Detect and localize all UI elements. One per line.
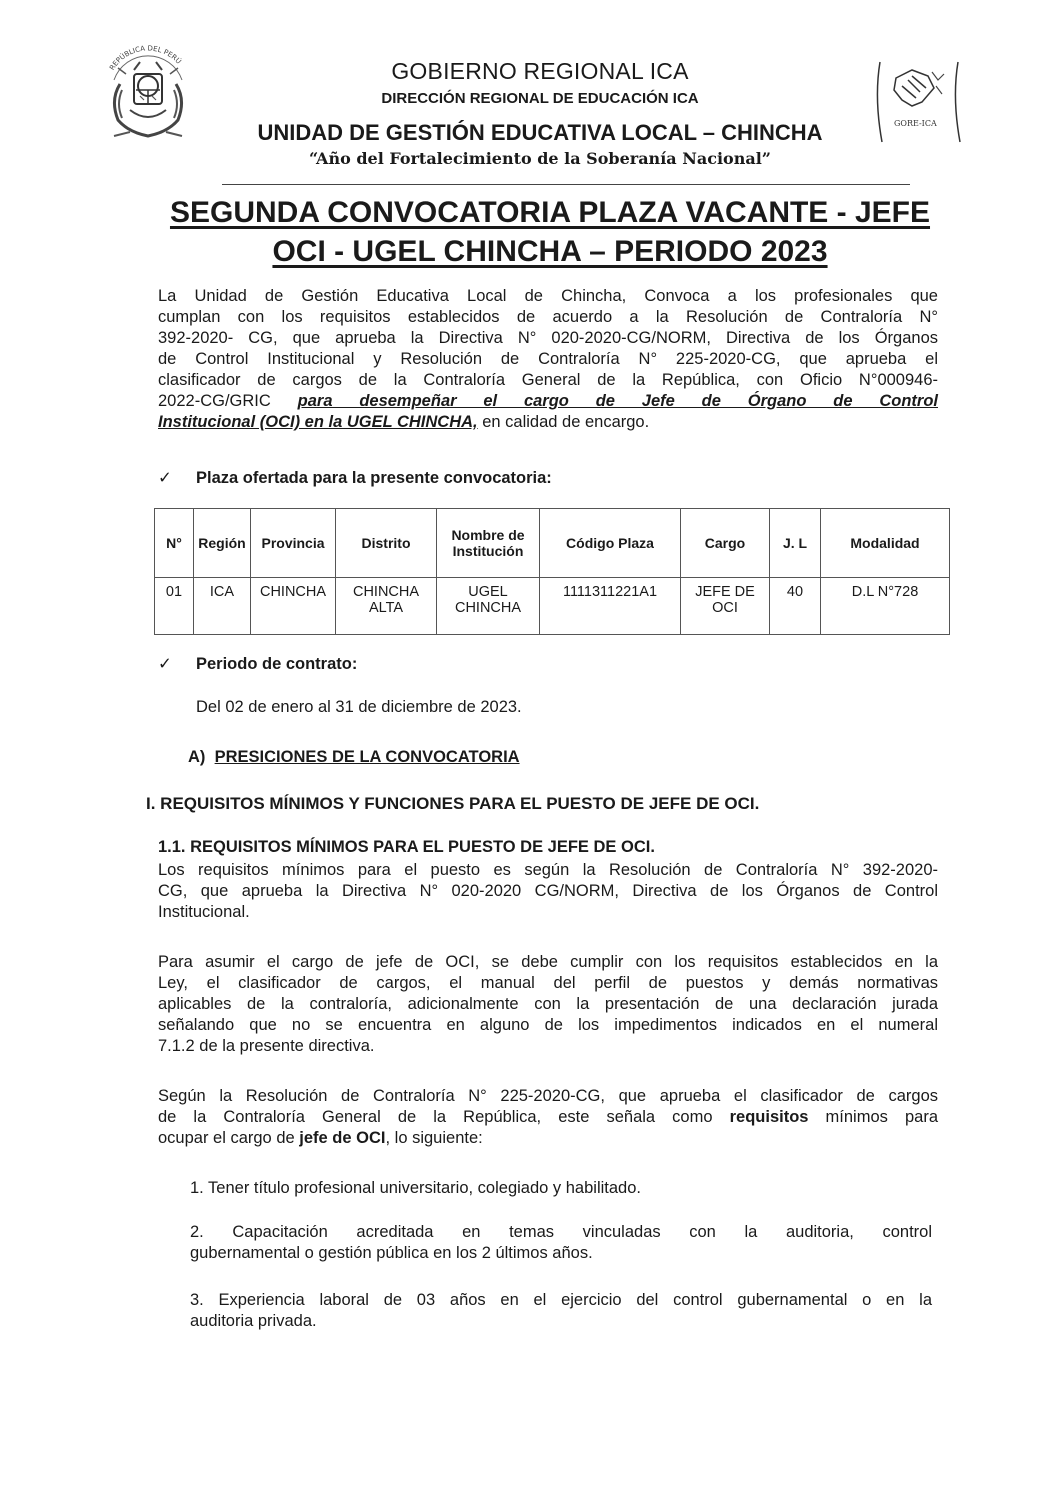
- para-line: 7.1.2 de la presente directiva.: [158, 1037, 375, 1055]
- table-row: [155, 578, 950, 635]
- cell-jl: 40: [770, 578, 821, 635]
- seal-arc-text: REPÚBLICA DEL PERÚ: [108, 44, 183, 72]
- col-header-n: N°: [155, 509, 194, 578]
- header-direction: DIRECCIÓN REGIONAL DE EDUCACIÓN ICA: [381, 90, 699, 107]
- para-line: Institucional.: [158, 903, 250, 921]
- col-header-institucion: Nombre de Institución: [437, 509, 540, 578]
- requirement-line: gubernamental o gestión pública en los 2 últimos años.: [190, 1244, 593, 1262]
- peru-coat-of-arms-seal: [100, 40, 196, 144]
- col-header-distrito: Distrito: [336, 509, 437, 578]
- para-line: CG, que aprueba la Directiva N° 020-2020 CG/NORM, Directiva de los Órganos de Control: [158, 882, 938, 900]
- section-1-1-heading: 1.1. REQUISITOS MÍNIMOS PARA EL PUESTO DE JEFE DE OCI.: [158, 838, 655, 856]
- para-text: mínimos para: [825, 1108, 938, 1126]
- intro-line: cumplan con los requisitos establecidos de acuerdo a la Resolución de Contraloría N°: [158, 308, 938, 326]
- col-header-region: Región: [194, 509, 251, 578]
- plaza-table: [154, 508, 950, 635]
- doc-title-line-2: OCI - UGEL CHINCHA – PERIODO 2023: [272, 235, 828, 268]
- intro-line: La Unidad de Gestión Educativa Local de Chincha, Convoca a los profesionales que: [158, 287, 938, 305]
- requirement-item-3: [190, 1290, 932, 1332]
- table-header-row: [155, 509, 950, 578]
- col-header-jl: J. L: [770, 509, 821, 578]
- gore-ica-logo: [872, 58, 964, 150]
- cargo-emphasis-2: Institucional (OCI) en la UGEL CHINCHA,: [158, 413, 478, 431]
- header-org: GOBIERNO REGIONAL ICA: [391, 58, 689, 84]
- bold-jefe-oci: jefe de OCI: [299, 1129, 386, 1147]
- clasificador-paragraph: [158, 1086, 938, 1149]
- plaza-heading: [158, 468, 552, 488]
- cell-region: ICA: [194, 578, 251, 635]
- intro-line: [158, 412, 938, 433]
- svg-text:REPÚBLICA DEL PERÚ: [108, 44, 183, 71]
- requirement-line: 3. Experiencia laboral de 03 años en el ejercicio del control gubernamental o en la: [190, 1291, 932, 1309]
- para-text: ocupar el cargo de: [158, 1129, 295, 1147]
- para-line: Ley, el clasificador de cargos, el manual del perfil de puestos y demás normativas: [158, 974, 938, 992]
- bold-requisitos: requisitos: [729, 1108, 809, 1126]
- checkmark-icon: ✓: [158, 469, 172, 487]
- section-a-heading: [188, 748, 520, 767]
- section-a-title: PRESICIONES DE LA CONVOCATORIA: [214, 748, 520, 766]
- para-line: señalando que no se encuentra en alguno de los impedimentos indicados en el numeral: [158, 1016, 938, 1034]
- periodo-heading: [158, 654, 357, 674]
- para-line: Los requisitos mínimos para el puesto es según la Resolución de Contraloría N° 392-2020-: [158, 861, 938, 879]
- intro-tail: en calidad de encargo.: [482, 413, 650, 431]
- plaza-heading-text: Plaza ofertada para la presente convocatoria:: [196, 469, 552, 487]
- col-header-codigo: Código Plaza: [540, 509, 681, 578]
- intro-line: 392-2020- CG, que aprueba la Directiva N° 020-2020-CG/NORM, Directiva de los Órganos: [158, 329, 938, 347]
- intro-paragraph: [158, 286, 938, 433]
- cell-n: 01: [155, 578, 194, 635]
- cell-modalidad: D.L N°728: [821, 578, 950, 635]
- requirement-item-2: [190, 1222, 932, 1264]
- requirement-line: 1. Tener título profesional universitario, colegiado y habilitado.: [190, 1179, 641, 1197]
- header-year-motto: “Año del Fortalecimiento de la Soberanía Nacional”: [309, 149, 771, 168]
- para-line: Según la Resolución de Contraloría N° 225-2020-CG, que aprueba el clasificador de cargos: [158, 1087, 938, 1105]
- para-line: aplicables de la contraloría, adicionalmente con la presentación de una declaración jurada: [158, 995, 938, 1013]
- para-line: [158, 1128, 938, 1149]
- intro-line: de Control Institucional y Resolución de Contraloría N° 225-2020-CG, que aprueba el: [158, 350, 938, 368]
- periodo-heading-text: Periodo de contrato:: [196, 655, 358, 673]
- cell-institucion: UGEL CHINCHA: [437, 578, 540, 635]
- requirement-item-1: [190, 1178, 932, 1199]
- col-header-cargo: Cargo: [681, 509, 770, 578]
- section-1-1-paragraph: [158, 860, 938, 923]
- cell-distrito: CHINCHA ALTA: [336, 578, 437, 635]
- cell-provincia: CHINCHA: [251, 578, 336, 635]
- section-i-heading: I. REQUISITOS MÍNIMOS Y FUNCIONES PARA EL PUESTO DE JEFE DE OCI.: [146, 794, 760, 813]
- para-line: Para asumir el cargo de jefe de OCI, se debe cumplir con los requisitos establecidos en la: [158, 953, 938, 971]
- para-text: , lo siguiente:: [385, 1129, 483, 1147]
- cell-codigo: 1111311221A1: [540, 578, 681, 635]
- cell-cargo: JEFE DE OCI: [681, 578, 770, 635]
- para-line: [158, 1107, 938, 1128]
- col-header-provincia: Provincia: [251, 509, 336, 578]
- doc-title-line-1: SEGUNDA CONVOCATORIA PLAZA VACANTE - JEFE: [169, 196, 931, 229]
- requirements-intro-paragraph: [158, 952, 938, 1057]
- intro-line: [158, 391, 938, 412]
- col-header-modalidad: Modalidad: [821, 509, 950, 578]
- checkmark-icon: ✓: [158, 655, 172, 673]
- header-divider: [222, 184, 910, 185]
- header-unit: UNIDAD DE GESTIÓN EDUCATIVA LOCAL – CHINCHA: [257, 120, 823, 145]
- cargo-emphasis-1: para desempeñar el cargo de Jefe de Órgano de Control: [297, 392, 938, 410]
- gore-ica-logo-text: GORE-ICA: [894, 119, 937, 128]
- intro-line: clasificador de cargos de la Contraloría General de la República, con Oficio N°000946-: [158, 371, 938, 389]
- section-a-label: A): [188, 748, 206, 766]
- periodo-text: Del 02 de enero al 31 de diciembre de 2023.: [196, 698, 522, 716]
- requirement-line: auditoria privada.: [190, 1312, 317, 1330]
- oficio-ref: 2022-CG/GRIC: [158, 392, 271, 410]
- para-text: de la Contraloría General de la República, este señala como: [158, 1108, 713, 1126]
- requirement-line: 2. Capacitación acreditada en temas vinculadas con la auditoria, control: [190, 1223, 932, 1241]
